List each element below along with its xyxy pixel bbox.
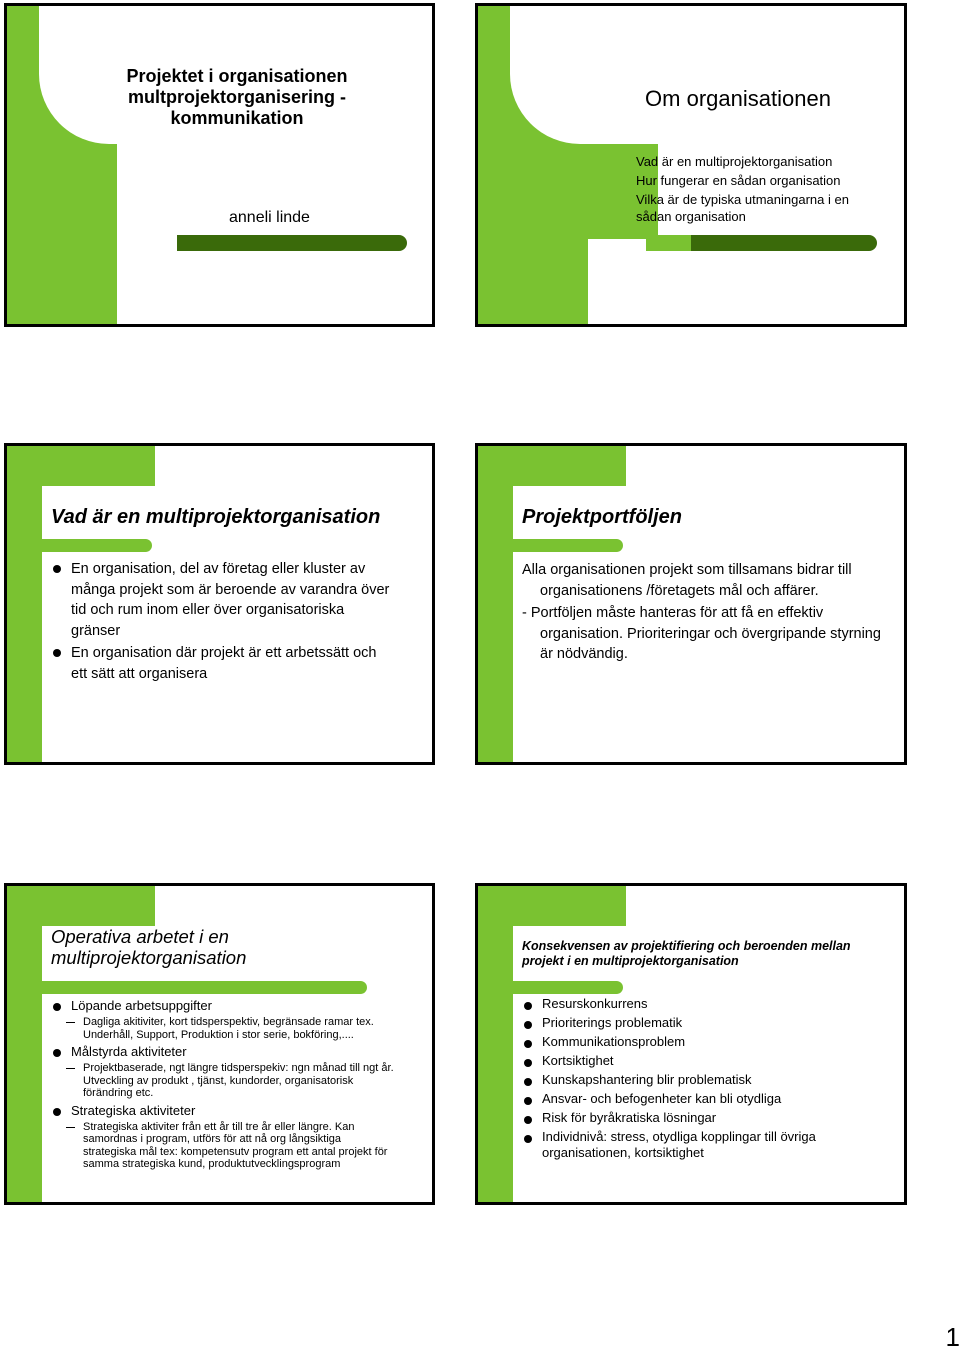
title-divider xyxy=(177,235,407,251)
bullet-item xyxy=(51,1102,396,1171)
bullet-item: Individnivå: stress, otydliga kopplingar till övriga organisationen, kortsiktighet xyxy=(522,1129,852,1160)
title-divider xyxy=(483,981,623,994)
bullet-list xyxy=(51,997,396,1171)
bullet-item: Prioriterings problematik xyxy=(522,1015,852,1031)
sub-item: Dagliga akitiviter, kort tidsperspektiv, begränsade ramar tex. Underhåll, Support, Produktion i stor serie, bokföring,.... xyxy=(51,1016,396,1041)
slide-1 xyxy=(4,3,435,327)
bullet-list xyxy=(51,559,396,684)
subtitle-line: Hur fungerar en sådan organisation xyxy=(636,173,841,188)
bullet-text: Målstyrda aktiviteter xyxy=(71,1044,187,1059)
slide-subtitle: anneli linde xyxy=(229,209,310,226)
bullet-item xyxy=(51,643,396,684)
sub-item: Strategiska aktiviter från ett år till tre år eller längre. Kan samordnas i program, utförs för att nå org långsiktiga strategiska mål tex: kompetensutv program ett antal projekt för samma strategiska kund, produktutvecklingsprogram xyxy=(51,1121,396,1171)
bullet-text: En organisation, del av företag eller kluster av många projekt som är beroende av varandra över tid och rum inom eller över organisatoriska gränser xyxy=(71,561,390,639)
slide-title: Vad är en multiprojektorganisation xyxy=(51,506,381,528)
bullet-item: Resurskonkurrens xyxy=(522,996,852,1012)
bullet-item xyxy=(51,559,396,641)
slide-title: Projektportföljen xyxy=(522,506,683,528)
slide-decor xyxy=(7,886,42,1202)
slide-decor xyxy=(478,886,513,1202)
sub-list xyxy=(51,1062,396,1100)
slide-decor xyxy=(117,134,432,324)
subtitle-line: Vad är en multiprojektorganisation xyxy=(636,154,833,169)
sub-list xyxy=(51,1016,396,1041)
slide-decor xyxy=(478,446,626,486)
slide-title: Om organisationen xyxy=(645,86,831,111)
title-divider xyxy=(646,235,691,251)
slide-decor xyxy=(478,446,513,762)
page-number: 1 xyxy=(945,1322,960,1352)
slide-4 xyxy=(475,443,907,765)
paragraph: - Portföljen måste hanteras för att få en effektiv organisation. Prioriteringar och övergripande styrning är nödvändig. xyxy=(522,605,881,662)
slide-subtitle-lines xyxy=(636,152,849,226)
bullet-item: Kortsiktighet xyxy=(522,1053,852,1069)
bullet-item: Risk för byråkratiska lösningar xyxy=(522,1110,852,1126)
bullet-item: Kommunikationsproblem xyxy=(522,1034,852,1050)
bullet-text: Strategiska aktiviteter xyxy=(71,1102,196,1118)
title-divider xyxy=(12,539,152,552)
title-divider xyxy=(691,235,877,251)
slide-decor xyxy=(7,446,155,486)
slide-decor xyxy=(478,886,626,926)
title-divider xyxy=(12,981,367,994)
slide-title: Projektet i organisationen multprojektorganisering - kommunikation xyxy=(126,66,348,128)
subtitle-line: Vilka är de typiska utmaningarna i en xyxy=(636,192,849,207)
title-divider xyxy=(483,539,623,552)
slide-title: Operativa arbetet i en multiprojektorganisation xyxy=(51,926,247,968)
paragraph: Alla organisationen projekt som tillsamans bidrar till organisationens /företagets mål och affärer. xyxy=(522,562,852,599)
slide-5 xyxy=(4,883,435,1205)
slide-6 xyxy=(475,883,907,1205)
slide-2 xyxy=(475,3,907,327)
bullet-item: Kunskapshantering blir problematisk xyxy=(522,1072,852,1088)
bullet-text: En organisation där projekt är ett arbetssätt och ett sätt att organisera xyxy=(71,645,377,682)
slide-decor xyxy=(510,6,904,144)
slide-decor xyxy=(7,886,155,926)
slide-title: Konsekvensen av projektifiering och beroenden mellan projekt i en multiprojektorganisation xyxy=(522,939,851,968)
bullet-item: Ansvar- och befogenheter kan bli otydliga xyxy=(522,1091,852,1107)
bullet-list xyxy=(522,996,852,1160)
sub-list xyxy=(51,1121,396,1171)
bullet-item xyxy=(51,1043,396,1100)
subtitle-line: sådan organisation xyxy=(636,209,746,224)
slide-3 xyxy=(4,443,435,765)
bullet-item xyxy=(51,997,396,1041)
sub-item: Projektbaserade, ngt längre tidsperspekiv: ngn månad till ngt år. Utveckling av produkt , tjänst, kundorder, organisatorisk förändring etc. xyxy=(51,1062,396,1100)
paragraph-block xyxy=(522,560,882,665)
bullet-text: Löpande arbetsuppgifter xyxy=(71,998,212,1013)
slide-decor xyxy=(7,446,42,762)
